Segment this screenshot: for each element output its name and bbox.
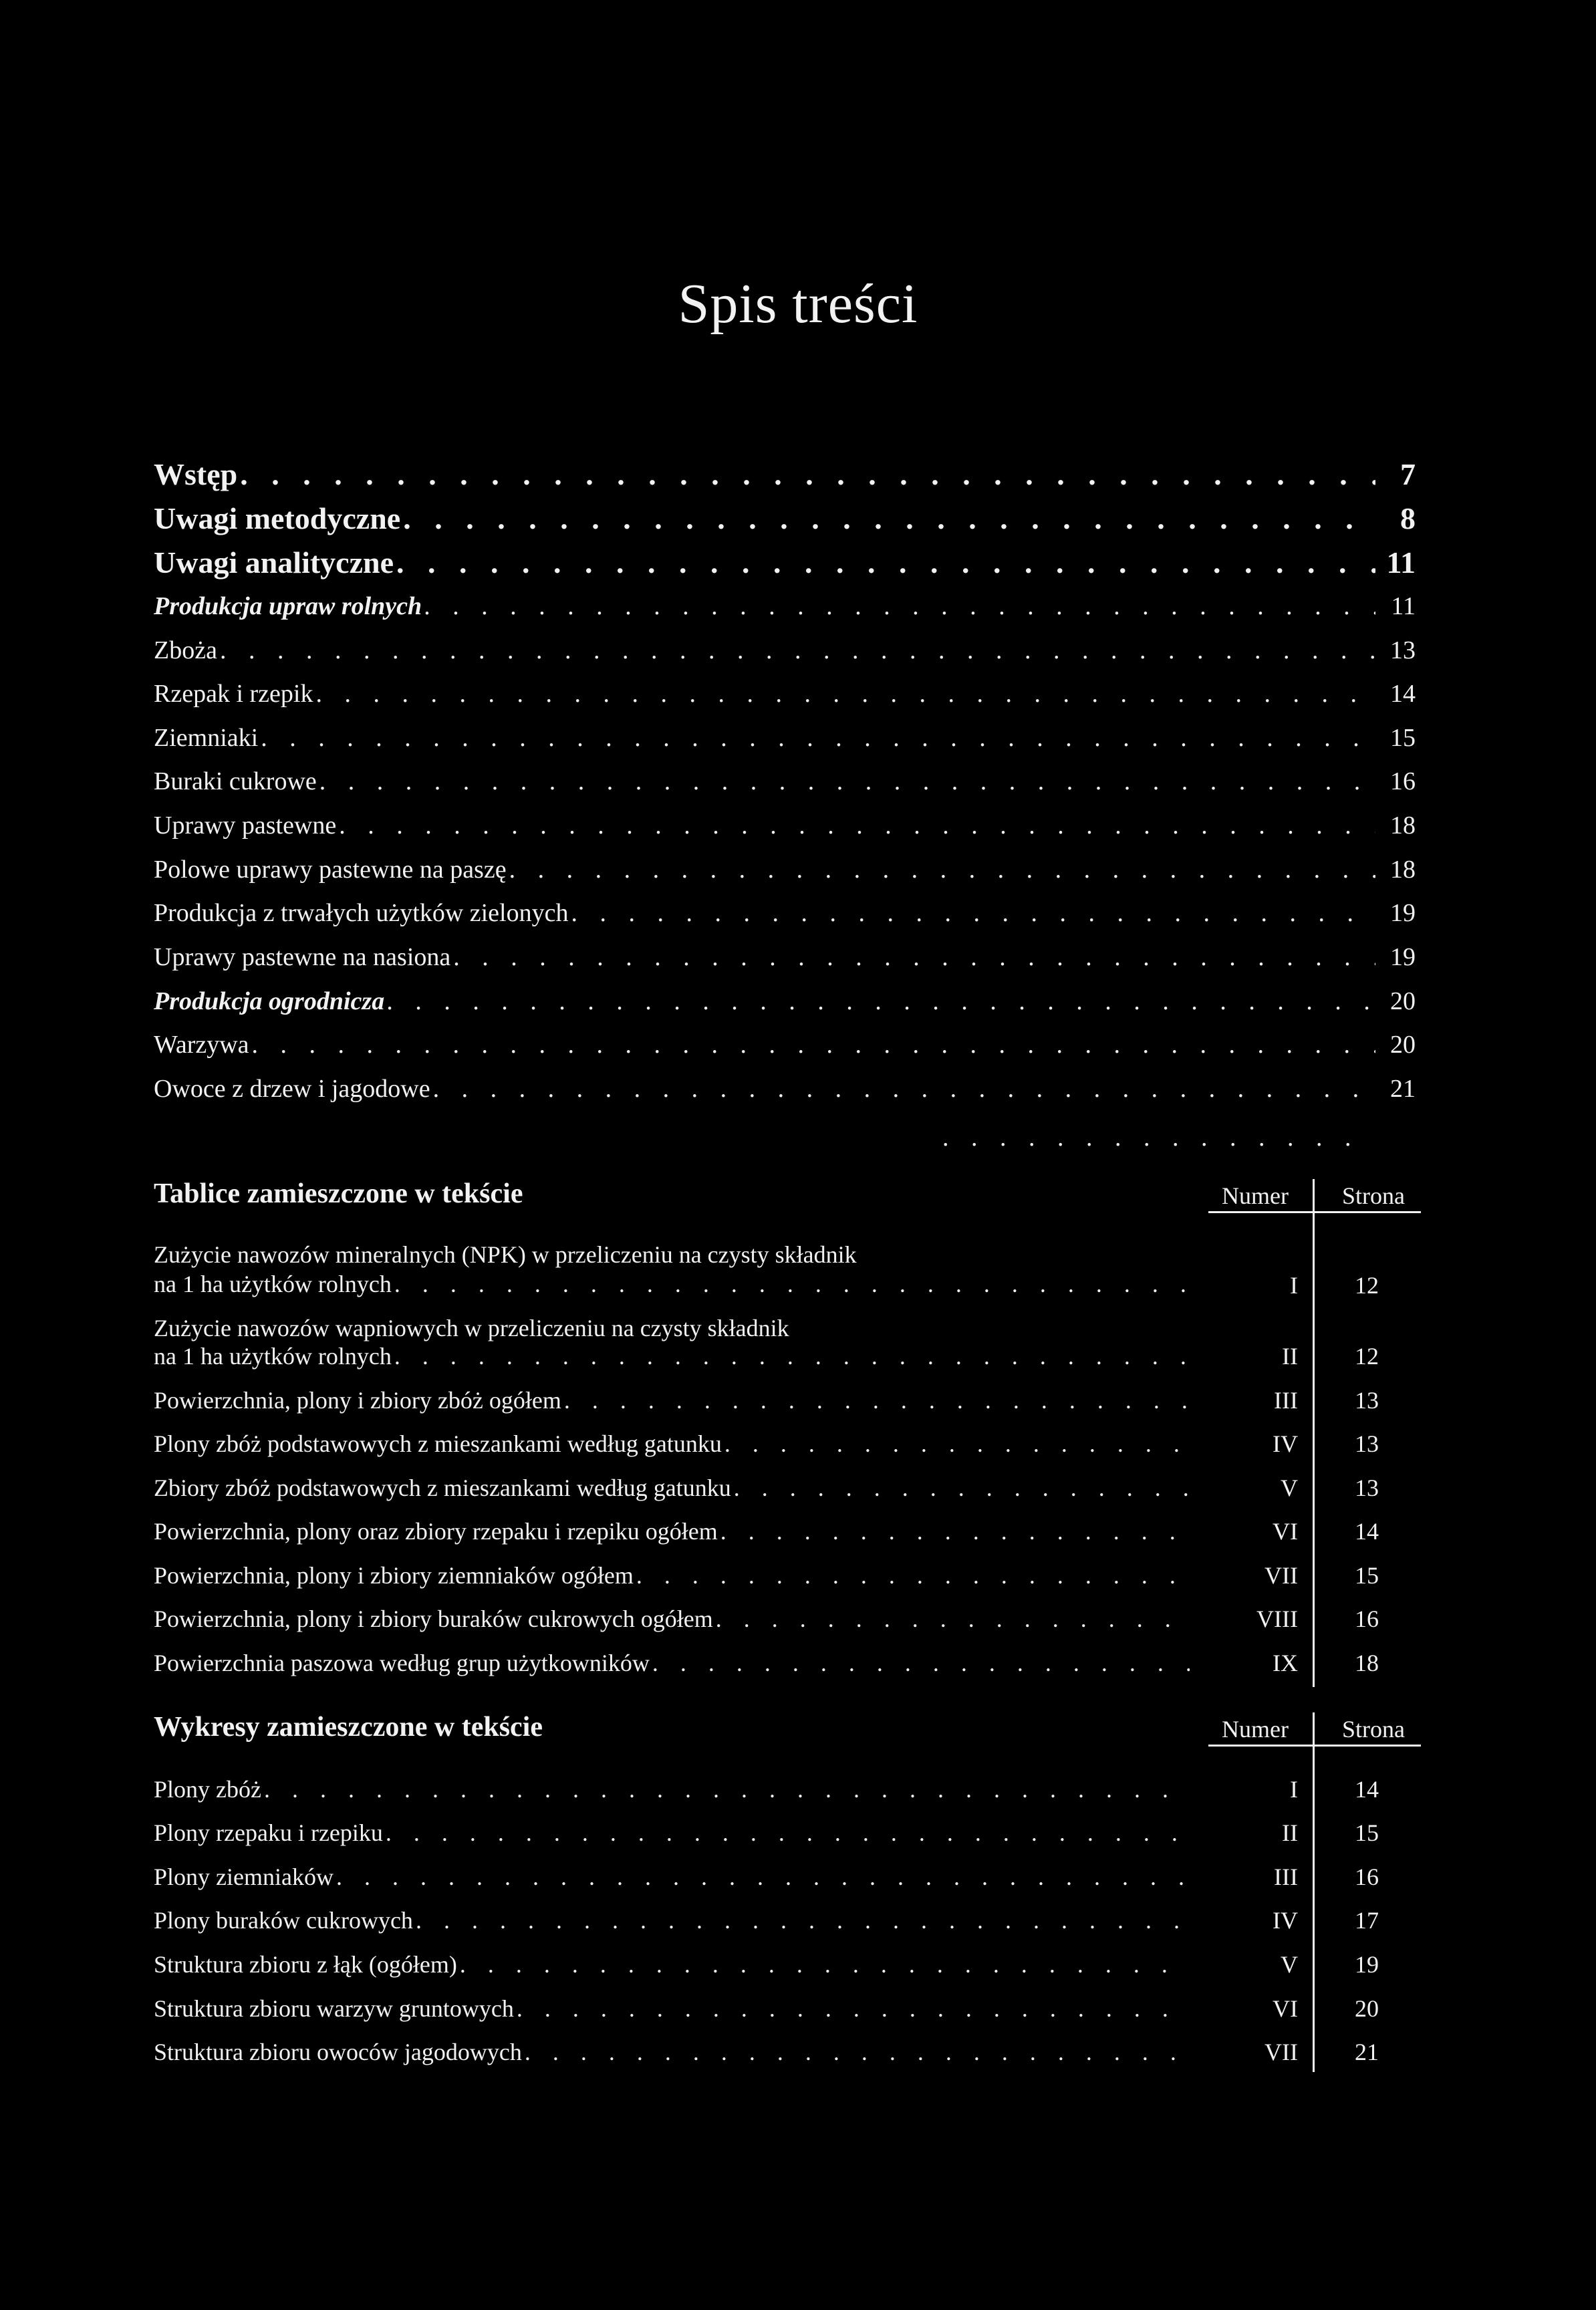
toc-entry-label: Ziemniaki (154, 724, 259, 752)
leader-dots (252, 1030, 1375, 1059)
chart-row-number: III (1274, 1864, 1298, 1890)
leader-dots (394, 1270, 1190, 1298)
toc-entry-polowe-uprawy (154, 855, 1416, 890)
toc-entry-page: 19 (1390, 943, 1416, 971)
table-row-number: IV (1273, 1430, 1298, 1457)
toc-entry-label: Uwagi analityczne (154, 545, 394, 580)
leader-dots (652, 1649, 1190, 1677)
chart-row-label: Plony zbóż (154, 1776, 261, 1803)
tables-heading: Tablice zamieszczone w tekście (154, 1178, 523, 1209)
table-row-number: IX (1273, 1650, 1298, 1676)
chart-row-page: 14 (1355, 1776, 1379, 1803)
chart-row-number: I (1290, 1776, 1298, 1803)
chart-row-number: V (1281, 1951, 1298, 1978)
toc-entry-page: 19 (1390, 899, 1416, 927)
toc-entry-page: 11 (1391, 592, 1416, 620)
table-row (154, 1474, 1190, 1506)
leader-dots (386, 1819, 1190, 1847)
table-row (154, 1270, 1190, 1302)
tables-column-divider (1313, 1179, 1315, 1687)
leader-dots (636, 1561, 1190, 1589)
table-row-page: 13 (1355, 1387, 1379, 1414)
leader-dots (240, 457, 1375, 492)
toc-entry-rzepak (154, 679, 1416, 714)
toc-entry-produkcja-upraw-rolnych (154, 592, 1416, 626)
leader-dots (403, 501, 1375, 536)
table-row-page: 18 (1355, 1650, 1379, 1676)
leader-dots (315, 679, 1375, 709)
leader-dots (734, 1474, 1190, 1502)
toc-entry-page: 13 (1390, 636, 1416, 664)
chart-row-number: IV (1273, 1907, 1298, 1934)
table-row-page: 14 (1355, 1518, 1379, 1545)
chart-row (154, 1906, 1190, 1938)
toc-entry-label: Warzywa (154, 1031, 249, 1059)
table-row-label: Zbiory zbóż podstawowych z mieszankami według gatunku (154, 1474, 731, 1501)
toc-entry-page: 21 (1390, 1075, 1416, 1103)
toc-entry-wstep (154, 457, 1416, 497)
table-row-number: VII (1265, 1562, 1298, 1589)
chart-row-page: 15 (1355, 1819, 1379, 1846)
leader-dots (433, 1074, 1375, 1104)
toc-entry-label: Buraki cukrowe (154, 767, 317, 795)
table-row-label: na 1 ha użytków rolnych (154, 1271, 392, 1297)
toc-entry-owoce (154, 1074, 1416, 1109)
chart-row-page: 20 (1355, 1995, 1379, 2022)
table-row-label: Powierzchnia, plony i zbiory ziemniaków ogółem (154, 1562, 634, 1589)
leader-dots (416, 1906, 1190, 1934)
charts-column-divider (1313, 1712, 1315, 2072)
leader-dots (517, 1995, 1190, 2023)
toc-entry-label: Zboża (154, 636, 217, 664)
chart-row-number: VI (1273, 1995, 1298, 2022)
chart-row (154, 1819, 1190, 1851)
leader-dots (716, 1605, 1190, 1633)
table-row (154, 1386, 1190, 1418)
table-row-page: 16 (1355, 1606, 1379, 1632)
table-row (154, 1649, 1190, 1681)
table-row-line1: Zużycie nawozów wapniowych w przeliczeniu na czysty składnik (154, 1315, 789, 1341)
toc-entry-page: 11 (1386, 545, 1416, 580)
toc-entry-produkcja-ogrodnicza (154, 987, 1416, 1021)
leader-dots (571, 898, 1375, 928)
leader-dots (509, 855, 1375, 884)
toc-entry-label: Produkcja z trwałych użytków zielonych (154, 899, 569, 927)
leader-dots (394, 1342, 1190, 1370)
leader-dots (387, 987, 1375, 1016)
leader-dots (424, 592, 1375, 621)
chart-row (154, 1775, 1190, 1807)
chart-row-label: Plony buraków cukrowych (154, 1907, 413, 1934)
table-row-number: III (1274, 1387, 1298, 1414)
toc-entry-page: 18 (1390, 856, 1416, 884)
leader-dots (453, 942, 1375, 972)
table-row-number: II (1282, 1343, 1298, 1370)
toc-entry-page: 7 (1400, 457, 1416, 491)
toc-entry-page: 14 (1390, 680, 1416, 708)
charts-heading: Wykresy zamieszczone w tekście (154, 1712, 543, 1743)
leader-dots (220, 636, 1375, 665)
toc-entry-uprawy-na-nasiona (154, 942, 1416, 977)
chart-row (154, 1863, 1190, 1895)
leader-dots (319, 767, 1375, 796)
table-row-label: Powierzchnia, plony i zbiory zbóż ogółem (154, 1387, 561, 1414)
table-row-number: VI (1273, 1518, 1298, 1545)
toc-entry-uwagi-analityczne (154, 545, 1416, 585)
toc-entry-page: 20 (1390, 1031, 1416, 1059)
toc-entry-label: Rzepak i rzepik (154, 680, 313, 708)
leader-dots (720, 1517, 1190, 1545)
toc-entry-label: Uwagi metodyczne (154, 501, 401, 535)
stray-leader-dots (942, 1123, 1370, 1150)
table-row-number: V (1281, 1474, 1298, 1501)
chart-row-label: Struktura zbioru warzyw gruntowych (154, 1995, 514, 2022)
toc-entry-ziemniaki (154, 723, 1416, 758)
toc-entry-uprawy-pastewne (154, 811, 1416, 846)
toc-entry-label: Uprawy pastewne (154, 811, 337, 840)
toc-entry-zboza (154, 636, 1416, 670)
toc-entry-page: 20 (1390, 987, 1416, 1015)
leader-dots (525, 2038, 1190, 2066)
toc-entry-warzywa (154, 1030, 1416, 1065)
toc-entry-label: Produkcja ogrodnicza (154, 987, 385, 1015)
charts-col-number: Numer (1222, 1716, 1289, 1743)
toc-entry-page: 15 (1390, 724, 1416, 752)
table-row-page: 12 (1355, 1343, 1379, 1370)
table-row-label: Powierzchnia, plony i zbiory buraków cukrowych ogółem (154, 1606, 713, 1632)
leader-dots (460, 1950, 1190, 1978)
table-row-label: Plony zbóż podstawowych z mieszankami według gatunku (154, 1430, 722, 1457)
table-row (154, 1430, 1190, 1462)
table-row (154, 1605, 1190, 1637)
chart-row-page: 19 (1355, 1951, 1379, 1978)
table-row-label: na 1 ha użytków rolnych (154, 1343, 392, 1370)
leader-dots (724, 1430, 1190, 1458)
toc-entry-page: 18 (1390, 811, 1416, 840)
chart-row (154, 1995, 1190, 2027)
chart-row-label: Struktura zbioru owoców jagodowych (154, 2039, 522, 2065)
chart-row (154, 1950, 1190, 1982)
charts-col-page: Strona (1342, 1716, 1405, 1743)
chart-row (154, 2038, 1190, 2070)
table-row (154, 1561, 1190, 1593)
table-row-line1: Zużycie nawozów mineralnych (NPK) w przeliczeniu na czysty składnik (154, 1241, 857, 1268)
chart-row-label: Plony rzepaku i rzepiku (154, 1819, 383, 1846)
chart-row-label: Plony ziemniaków (154, 1864, 334, 1890)
toc-entry-label: Owoce z drzew i jagodowe (154, 1075, 430, 1103)
table-row-page: 15 (1355, 1562, 1379, 1589)
table-row-label: Powierzchnia, plony oraz zbiory rzepaku i rzepiku ogółem (154, 1518, 718, 1545)
leader-dots (339, 811, 1375, 840)
toc-entry-uwagi-metodyczne (154, 501, 1416, 541)
chart-row-page: 21 (1355, 2039, 1379, 2065)
toc-entry-page: 8 (1400, 501, 1416, 535)
tables-col-number: Numer (1222, 1182, 1289, 1209)
chart-row-label: Struktura zbioru z łąk (ogółem) (154, 1951, 457, 1978)
table-row (154, 1342, 1190, 1374)
chart-row-number: II (1282, 1819, 1298, 1846)
page-title: Spis treści (678, 273, 918, 335)
table-row-page: 13 (1355, 1474, 1379, 1501)
table-row (154, 1517, 1190, 1549)
chart-row-page: 16 (1355, 1864, 1379, 1890)
toc-entry-label: Produkcja upraw rolnych (154, 592, 422, 620)
table-row-page: 13 (1355, 1430, 1379, 1457)
toc-entry-label: Uprawy pastewne na nasiona (154, 943, 451, 971)
charts-header-rule (1208, 1745, 1421, 1747)
tables-col-page: Strona (1342, 1182, 1405, 1209)
leader-dots (336, 1863, 1190, 1891)
table-row-number: VIII (1256, 1606, 1298, 1632)
toc-entry-label: Polowe uprawy pastewne na paszę (154, 856, 507, 884)
toc-entry-buraki-cukrowe (154, 767, 1416, 801)
table-row-label: Powierzchnia paszowa według grup użytkowników (154, 1650, 650, 1676)
chart-row-number: VII (1265, 2039, 1298, 2065)
leader-dots (564, 1386, 1190, 1414)
table-row-number: I (1290, 1272, 1298, 1299)
leader-dots (261, 723, 1375, 753)
leader-dots (264, 1775, 1190, 1803)
tables-header-rule (1208, 1211, 1421, 1213)
toc-entry-label: Wstęp (154, 457, 238, 491)
table-row-page: 12 (1355, 1272, 1379, 1299)
chart-row-page: 17 (1355, 1907, 1379, 1934)
toc-entry-page: 16 (1390, 767, 1416, 795)
leader-dots (396, 545, 1375, 580)
toc-entry-trwale-uzytki (154, 898, 1416, 933)
